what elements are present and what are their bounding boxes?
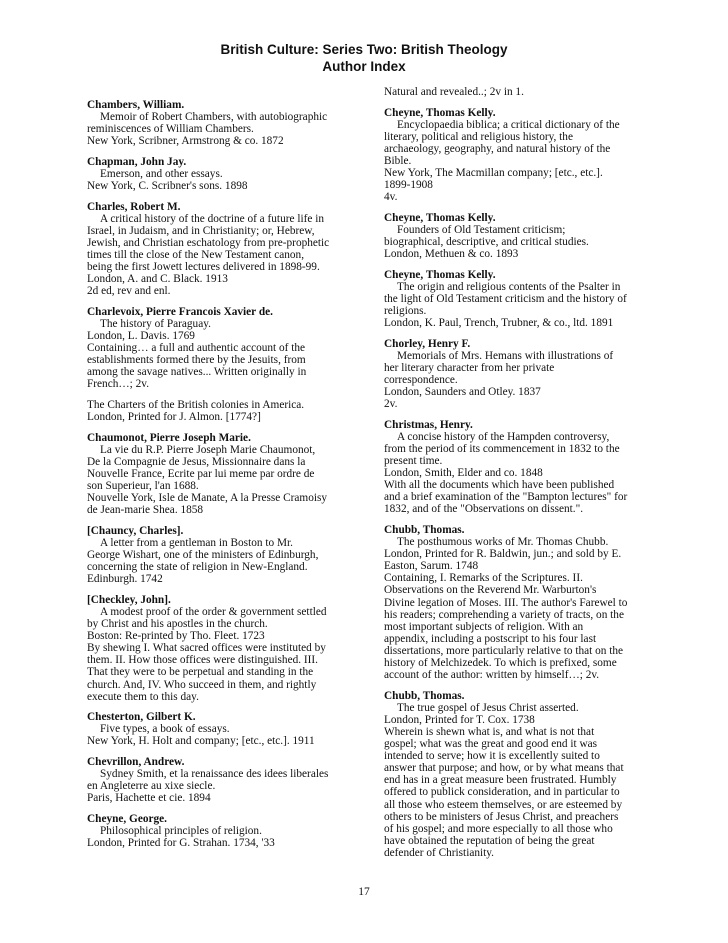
entry-text-line: en Angleterre au xixe siecle. [87, 780, 216, 793]
entry-author: Chambers, William. [87, 99, 185, 111]
entry-text-line: London, Printed for G. Strahan. 1734, '33 [87, 837, 275, 850]
bibliography-entry [384, 269, 656, 329]
entry-text-line: London, Printed for R. Baldwin, jun.; and sold by E. [384, 548, 622, 561]
bibliography-entry [87, 306, 357, 391]
entry-text-line: Nouvelle France, Ecrite par lui meme par ordre de [87, 468, 315, 481]
entry-text-line: appendix, including a postscript to his four last [384, 632, 597, 645]
entry-text-line: all those who esteem themselves, or are esteemed by [384, 798, 623, 811]
entry-text-line: son Superieur, l'an 1688. [87, 480, 199, 493]
entry-text-line: French…; 2v. [87, 378, 150, 391]
entry-text-line: Wherein is shewn what is, and what is not that [384, 726, 595, 738]
entry-text-line: have obtained the reputation of being the great [384, 834, 595, 847]
entry-text-line: 2v. [384, 398, 398, 411]
entry-title-line: A modest proof of the order & government settled [100, 605, 327, 618]
entry-author: Cheyne, Thomas Kelly. [384, 268, 496, 281]
entry-text-line: literary, political and religious history, the [384, 130, 573, 143]
entry-author: Cheyne, George. [87, 812, 167, 825]
entry-text-line: de Jean-marie Shea. 1858 [87, 504, 204, 517]
entry-text-line: others to be ministers of Jesus Christ, and preachers [384, 810, 619, 823]
bibliography-entry [87, 813, 357, 849]
entry-text-line: Containing, I. Remarks of the Scriptures. II. [384, 572, 583, 585]
page-number: 17 [358, 886, 370, 898]
entry-title-line: A concise history of the Hampden controversy, [397, 430, 610, 443]
entry-title-line: A critical history of the doctrine of a future life in [100, 212, 324, 225]
entry-author: Chapman, John Jay. [87, 155, 187, 168]
left-column [87, 99, 357, 858]
entry-title-line: Founders of Old Testament criticism; [397, 223, 566, 236]
entry-text-line: end has in a great measure been frustrated. Humbly [384, 774, 617, 787]
entry-text-line: 2d ed, rev and enl. [87, 285, 171, 298]
bibliography-entry [384, 86, 656, 98]
entry-text-line: answer that purpose; and how, or by what means that [384, 762, 624, 775]
entry-text-line: church. And, IV. Who succeed in them, and rightly [87, 678, 317, 691]
entry-text-line: Observations on the Reverend Mr. Warburton's [384, 584, 597, 597]
entry-text-line: Boston: Re-printed by Tho. Fleet. 1723 [87, 630, 265, 643]
entry-text-line: London, K. Paul, Trench, Trubner, & co., ltd. 1891 [384, 317, 614, 330]
entry-title-line: Memorials of Mrs. Hemans with illustrations of [397, 349, 614, 362]
entry-text-line: London, Saunders and Otley. 1837 [384, 386, 541, 399]
entry-text-line: Jewish, and Christian eschatology from pre-prophetic [87, 236, 330, 249]
entry-text-line: account of the author: written by himself…; 2v. [384, 669, 600, 682]
entry-title-line: The posthumous works of Mr. Thomas Chubb. [397, 536, 609, 549]
entry-text-line: intended to serve; how it is excellently suited to [384, 750, 600, 763]
entry-author: Christmas, Henry. [384, 418, 473, 431]
entry-title-line: The origin and religious contents of the Psalter in [397, 280, 621, 293]
entry-text-line: by Christ and his apostles in the church. [87, 618, 268, 631]
entry-title-line: A letter from a gentleman in Boston to Mr. [100, 537, 293, 549]
series-title: British Culture: Series Two: British Theology [220, 42, 508, 57]
bibliography-entry [384, 212, 656, 260]
bibliography-entry [384, 338, 656, 411]
entry-text-line: dissertations, more particularly relative to that on the [384, 644, 624, 657]
entry-text-line: George Wishart, one of the ministers of Edinburgh, [87, 549, 319, 562]
entry-text-line: establishments formed there by the Jesuits, from [87, 354, 306, 367]
bibliography-entry [87, 399, 357, 423]
entry-text-line: Paris, Hachette et cie. 1894 [87, 792, 211, 805]
entry-text-line: By shewing I. What sacred offices were instituted by [87, 642, 326, 655]
right-column [384, 86, 656, 868]
entry-author: Charlevoix, Pierre Francois Xavier de. [87, 305, 273, 318]
entry-author: Charles, Robert M. [87, 200, 181, 213]
entry-text-line: 4v. [384, 191, 398, 204]
entry-text-line: 1832, and of the "Observations on dissent.". [384, 503, 584, 516]
entry-text-line: among the savage natives... Written originally in [87, 366, 307, 379]
bibliography-entry [87, 156, 357, 192]
entry-text-line: Containing… a full and authentic account of the [87, 342, 306, 355]
bibliography-entry [87, 201, 357, 298]
entry-text-line: London, Printed for T. Cox. 1738 [384, 713, 535, 726]
bibliography-entry [87, 594, 357, 703]
entry-title-line: Philosophical principles of religion. [100, 824, 262, 837]
entry-text-line: Easton, Sarum. 1748 [384, 560, 479, 573]
entry-text-line: London, L. Davis. 1769 [87, 330, 195, 343]
entry-text-line: archaeology, geography, and natural history of the [384, 142, 611, 155]
entry-author: Chubb, Thomas. [384, 524, 465, 536]
entry-text-line: New York, Scribner, Armstrong & co. 1872 [87, 135, 284, 148]
entry-author: Cheyne, Thomas Kelly. [384, 211, 496, 224]
entry-title-line: La vie du R.P. Pierre Joseph Marie Chaumonot, [100, 443, 316, 456]
entry-author: Chaumonot, Pierre Joseph Marie. [87, 431, 251, 444]
entry-text-line: most important subjects of religion. With an [384, 620, 584, 633]
entry-text-line: Nouvelle York, Isle de Manate, A la Presse Cramoisy [87, 492, 328, 505]
bibliography-entry [384, 524, 656, 681]
entry-author: Chorley, Henry F. [384, 337, 471, 350]
entry-text-line: Natural and revealed..; 2v in 1. [384, 86, 524, 98]
entry-author: [Checkley, John]. [87, 593, 171, 606]
entry-text-line: correspondence. [384, 373, 458, 386]
entry-text-line: the light of Old Testament criticism and the history of [384, 292, 627, 305]
entry-text-line: offered to publick consideration, and in particular to [384, 786, 620, 799]
bibliography-entry [87, 525, 357, 585]
entry-text-line: Edinburgh. 1742 [87, 573, 163, 586]
entry-text-line: London, Smith, Elder and co. 1848 [384, 467, 543, 480]
entry-text-line: London, Methuen & co. 1893 [384, 248, 519, 261]
entry-text-line: biographical, descriptive, and critical studies. [384, 236, 589, 249]
entry-text-line: concerning the state of religion in New-England. [87, 561, 308, 574]
entry-text-line: times till the close of the New Testament canon, [87, 249, 305, 262]
entry-text-line: history of Melchizedek. To which is prefixed, some [384, 657, 617, 670]
entry-text-line: 1899-1908 [384, 179, 433, 192]
bibliography-entry [87, 99, 357, 147]
entry-text-line: De la Compagnie de Jesus, Missionnaire dans la [87, 455, 306, 468]
entry-text-line: New York, H. Holt and company; [etc., etc.]. 1911 [87, 735, 315, 748]
entry-author: [Chauncy, Charles]. [87, 524, 184, 537]
entry-text-line: Divine legation of Moses. III. The author's Farewel to [384, 596, 628, 609]
entry-text-line: from the period of its commencement in 1832 to the [384, 442, 620, 455]
entry-title-line: The true gospel of Jesus Christ asserted. [397, 701, 579, 714]
entry-text-line: With all the documents which have been published [384, 479, 615, 492]
entry-text-line: reminiscences of William Chambers. [87, 123, 254, 136]
bibliography-entry [87, 711, 357, 747]
entry-text-line: of his gospel; and more especially to all those who [384, 822, 613, 835]
entry-text-line: defender of Christianity. [384, 846, 495, 859]
index-title: Author Index [322, 58, 406, 74]
entry-text-line: New York, The Macmillan company; [etc., etc.]. [384, 167, 603, 180]
entry-text-line: his readers; comprehending a variety of tracts, on the [384, 608, 624, 621]
bibliography-entry [384, 107, 656, 204]
entry-author: Cheyne, Thomas Kelly. [384, 106, 496, 119]
entry-text-line: New York, C. Scribner's sons. 1898 [87, 180, 248, 193]
entry-text-line: London, A. and C. Black. 1913 [87, 273, 228, 286]
entry-text-line: That they were to be perpetual and standing in the [87, 666, 314, 679]
entry-title-line: Sydney Smith, et la renaissance des idees liberales [100, 768, 329, 781]
entry-text-line: gospel; what was the great and good end it was [384, 738, 598, 751]
entry-text-line: London, Printed for J. Almon. [1774?] [87, 411, 261, 424]
entry-title-line: Memoir of Robert Chambers, with autobiographic [100, 111, 328, 124]
entry-author: Chevrillon, Andrew. [87, 756, 185, 768]
entry-author: Chubb, Thomas. [384, 689, 465, 702]
entry-text-line: being the first Jowett lectures delivered in 1898-99. [87, 261, 320, 274]
entry-text-line: present time. [384, 455, 443, 468]
entry-text-line: religions. [384, 305, 427, 317]
entry-title-line: The history of Paraguay. [100, 318, 211, 330]
entry-text-line: execute them to this day. [87, 690, 199, 703]
entry-text-line: Israel, in Judaism, and in Christianity; or, Hebrew, [87, 224, 315, 237]
entry-title-line: Encyclopaedia biblica; a critical dictionary of the [397, 118, 620, 131]
entry-text-line: and a brief examination of the "Bampton lectures" for [384, 491, 628, 504]
entry-text-line: Bible. [384, 154, 412, 167]
entry-text-line: her literary character from her private [384, 361, 555, 374]
entry-title-line: Five types, a book of essays. [100, 723, 230, 736]
bibliography-entry [87, 756, 357, 804]
bibliography-entry [384, 419, 656, 516]
bibliography-entry [87, 432, 357, 517]
entry-text-line: The Charters of the British colonies in America. [87, 399, 305, 412]
entry-title-line: Emerson, and other essays. [100, 167, 223, 180]
page-header [0, 42, 728, 75]
entry-author: Chesterton, Gilbert K. [87, 711, 196, 724]
bibliography-entry [384, 690, 656, 859]
entry-text-line: them. II. How those offices were distinguished. III. [87, 654, 319, 667]
